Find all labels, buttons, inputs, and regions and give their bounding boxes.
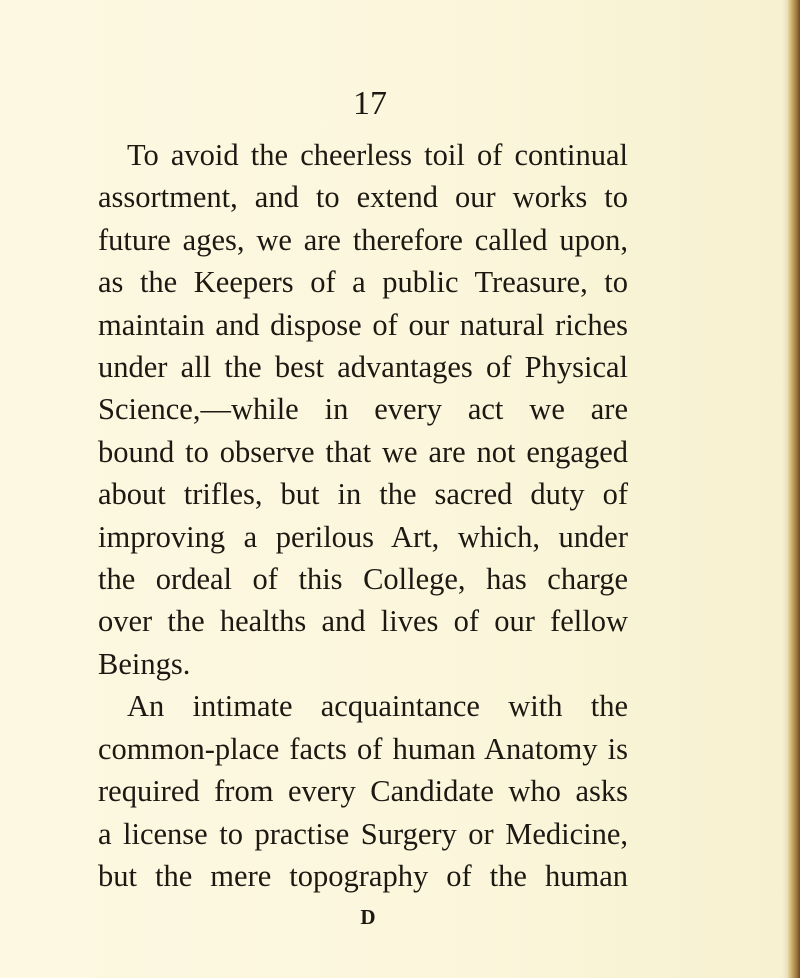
gilt-page-edge	[788, 0, 800, 978]
text-line: assortment, and to extend our works to	[98, 180, 628, 215]
body-text	[98, 134, 628, 897]
text-line: maintain and dispose of our natural riches	[98, 307, 628, 342]
text-line: as the Keepers of a public Treasure, to	[98, 265, 628, 300]
text-line: Science,—while in every act we are	[98, 392, 628, 427]
text-line: bound to observe that we are not engaged	[98, 434, 628, 469]
text-line: but the mere topography of the human	[98, 858, 628, 893]
text-line: under all the best advantages of Physical	[98, 350, 628, 385]
text-line: An intimate acquaintance with the	[127, 689, 628, 724]
page-number: 17	[353, 85, 387, 122]
text-line: Beings.	[98, 646, 191, 681]
text-line: common-place facts of human Anatomy is	[98, 731, 628, 766]
text-line: To avoid the cheerless toil of continual	[127, 138, 628, 172]
signature-mark: D	[360, 905, 376, 929]
text-line: the ordeal of this College, has charge	[98, 562, 628, 597]
text-line: over the healths and lives of our fellow	[98, 604, 628, 639]
text-line: a license to practise Surgery or Medicine,	[98, 816, 628, 851]
text-line: required from every Candidate who asks	[98, 774, 628, 809]
text-line: about trifles, but in the sacred duty of	[98, 477, 628, 512]
text-line: improving a perilous Art, which, under	[98, 519, 628, 554]
text-line: future ages, we are therefore called upon,	[98, 222, 628, 257]
